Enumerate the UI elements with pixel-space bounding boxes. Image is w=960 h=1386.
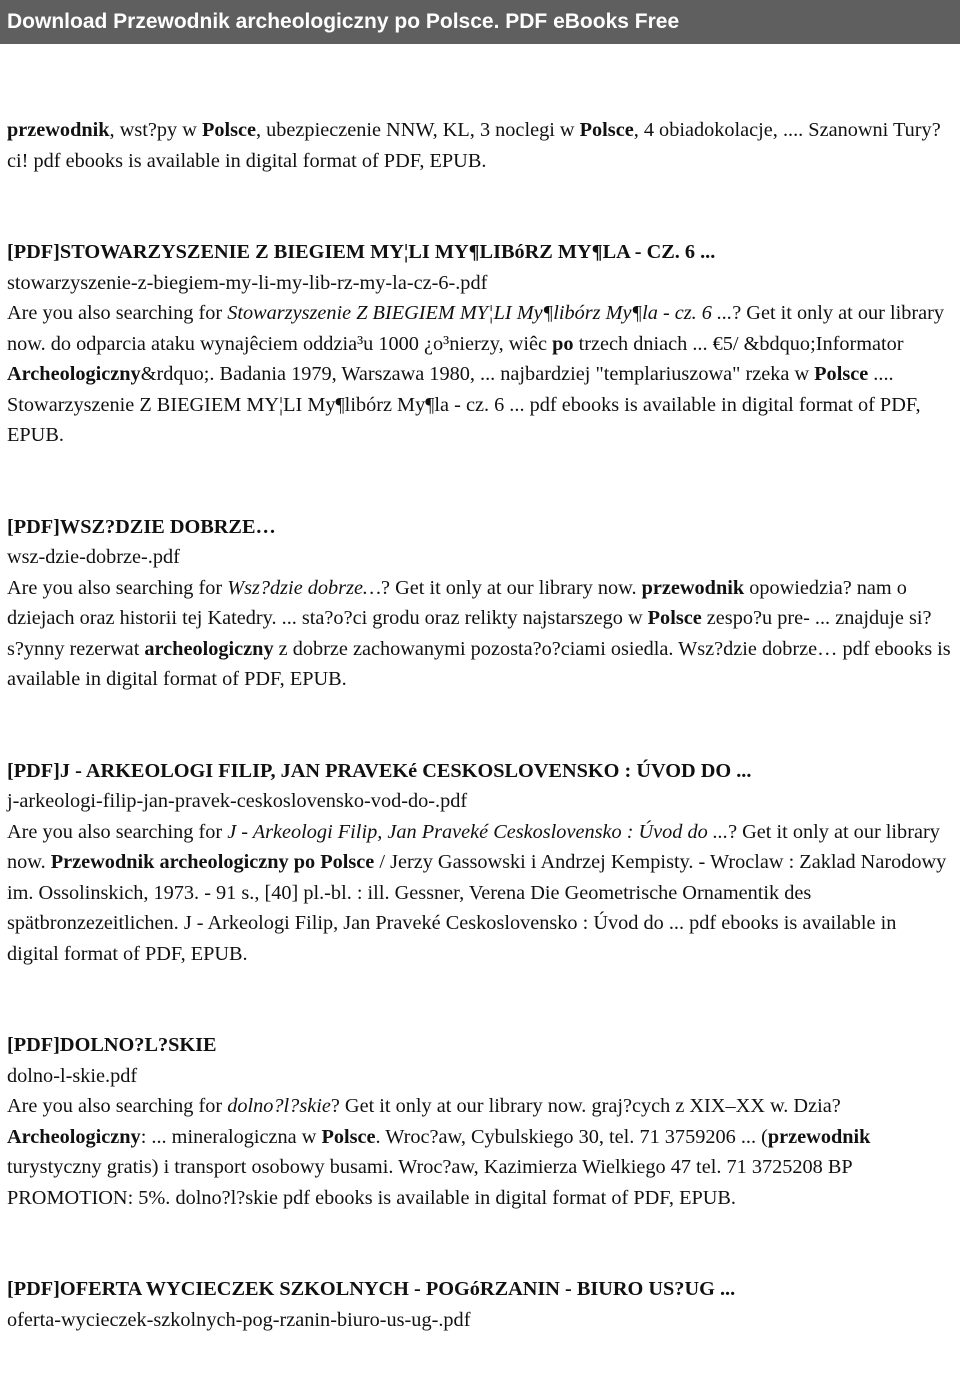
highlighted-term: Polsce xyxy=(201,119,256,141)
result-title[interactable]: [PDF]WSZ?DZIE DOBRZE… xyxy=(7,515,276,538)
emphasized-title: dolno?l?skie xyxy=(227,1095,331,1117)
result-filename[interactable]: oferta-wycieczek-szkolnych-pog-rzanin-biuro-us-ug-.pdf xyxy=(7,1308,471,1331)
result-entry xyxy=(7,756,953,970)
highlighted-term: Przewodnik archeologiczny po Polsce xyxy=(50,851,375,873)
result-snippet: Are you also searching for J - Arkeologi Filip, Jan Praveké Ceskoslovensko : Úvod do ...? Get it only at our library now. Przewodnik archeologiczny po Polsce / Jerzy Gassowski i Andrzej Kempisty. - Wroclaw : Zaklad Narodowy im. Ossolinskich, 1973. - 91 s., [40] pl.-bl. : ill. Gessner, Verena Die Geometrische Ornamentik des spätbronzezeitlichen. J - Arkeologi Filip, Jan Praveké Ceskoslovensko : Úvod do ... pdf ebooks is available in digital format of PDF, EPUB. xyxy=(7,820,947,965)
result-snippet: Are you also searching for Stowarzyszenie Z BIEGIEM MY¦LI My¶libórz My¶la - cz. 6 ...? Get it only at our library now. do odparcia ataku wynajêciem oddzia³u 1000 ¿o³nierzy, wiêc po trzech dniach ... €5/ &bdquo;Informator Archeologiczny&rdquo;. Badania 1979, Warszawa 1980, ... najbardziej "templariuszowa" rzeka w Polsce .... Stowarzyszenie Z BIEGIEM MY¦LI My¶libórz My¶la - cz. 6 ... pdf ebooks is available in digital format of PDF, EPUB. xyxy=(7,302,944,446)
page-header xyxy=(0,0,960,44)
highlighted-term: Polsce xyxy=(647,607,702,629)
emphasized-title: Stowarzyszenie Z BIEGIEM MY¦LI My¶libórz My¶la - cz. 6 ... xyxy=(227,302,733,324)
page-title: Download Przewodnik archeologiczny po Polsce. PDF eBooks Free xyxy=(7,10,680,33)
result-filename[interactable]: j-arkeologi-filip-jan-pravek-ceskoslovensko-vod-do-.pdf xyxy=(7,790,468,812)
result-snippet: Are you also searching for Wsz?dzie dobrze…? Get it only at our library now. przewodnik opowiedzia? nam o dziejach oraz historii tej Katedry. ... sta?o?ci grodu oraz relikty najstarszego w Polsce zespo?u pre- ... znajduje si? s?ynny rezerwat archeologiczny z dobrze zachowanymi pozosta?o?ciami osiedla. Wsz?dzie dobrze… pdf ebooks is available in digital format of PDF, EPUB. xyxy=(7,576,951,690)
result-title[interactable]: [PDF]J - ARKEOLOGI FILIP, JAN PRAVEKé CESKOSLOVENSKO : ÚVOD DO ... xyxy=(7,759,752,782)
result-entry xyxy=(7,1274,953,1335)
result-snippet: Are you also searching for dolno?l?skie? Get it only at our library now. graj?cych z XIX–XX w. Dzia? Archeologiczny: ... mineralogiczna w Polsce. Wroc?aw, Cybulskiego 30, tel. 71 3759206 ... (przewodnik turystyczny gratis) i transport osobowy busami. Wroc?aw, Kazimierza Wielkiego 47 tel. 71 3725208 BP PROMOTION: 5%. dolno?l?skie pdf ebooks is available in digital format of PDF, EPUB. xyxy=(7,1095,871,1209)
highlighted-term: Archeologiczny xyxy=(7,363,141,385)
highlighted-term: przewodnik xyxy=(767,1125,871,1148)
results-list xyxy=(0,115,960,1335)
highlighted-term: Polsce xyxy=(321,1125,376,1148)
result-snippet: przewodnik, wst?py w Polsce, ubezpieczenie NNW, KL, 3 noclegi w Polsce, 4 obiadokolacje, .... Szanowni Tury?ci! pdf ebooks is available in digital format of PDF, EPUB. xyxy=(7,119,941,172)
highlighted-term: po xyxy=(552,332,574,355)
highlighted-term: przewodnik xyxy=(641,576,745,599)
emphasized-title: J - Arkeologi Filip, Jan Praveké Ceskoslovensko : Úvod do ... xyxy=(227,820,729,843)
result-entry xyxy=(7,1030,953,1213)
result-title[interactable]: [PDF]STOWARZYSZENIE Z BIEGIEM MY¦LI MY¶LIBóRZ MY¶LA - CZ. 6 ... xyxy=(7,241,716,263)
result-filename[interactable]: dolno-l-skie.pdf xyxy=(7,1064,138,1087)
result-entry xyxy=(7,237,953,451)
result-filename[interactable]: wsz-dzie-dobrze-.pdf xyxy=(7,546,180,568)
result-filename[interactable]: stowarzyszenie-z-biegiem-my-li-my-lib-rz-my-la-cz-6-.pdf xyxy=(7,271,488,294)
highlighted-term: Polsce xyxy=(814,363,869,385)
emphasized-title: Wsz?dzie dobrze… xyxy=(227,576,382,599)
highlighted-term: Archeologiczny xyxy=(7,1125,141,1148)
result-title[interactable]: [PDF]OFERTA WYCIECZEK SZKOLNYCH - POGóRZANIN - BIURO US?UG ... xyxy=(7,1278,736,1300)
result-title[interactable]: [PDF]DOLNO?L?SKIE xyxy=(7,1034,217,1056)
result-entry xyxy=(7,512,953,695)
result-entry xyxy=(7,115,953,176)
highlighted-term: przewodnik xyxy=(7,119,110,141)
highlighted-term: Polsce xyxy=(579,119,634,141)
highlighted-term: archeologiczny xyxy=(144,637,274,660)
